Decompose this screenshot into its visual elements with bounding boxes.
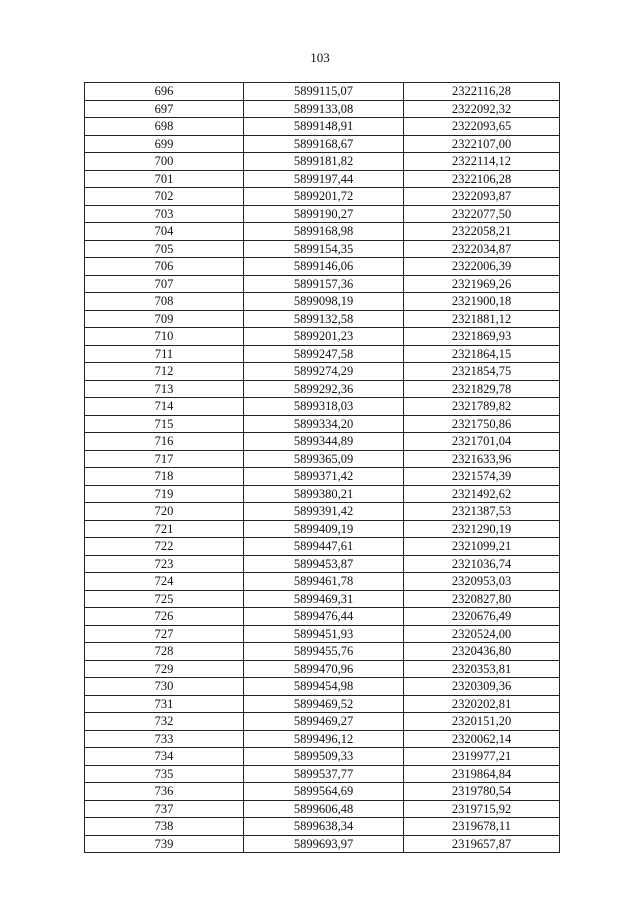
point-number-cell: 711 <box>85 345 244 363</box>
x-coordinate-cell: 5899247,58 <box>244 345 404 363</box>
y-coordinate-cell: 2321492,62 <box>404 485 560 503</box>
y-coordinate-cell: 2320953,03 <box>404 573 560 591</box>
y-coordinate-cell: 2321969,26 <box>404 275 560 293</box>
x-coordinate-cell: 5899201,72 <box>244 188 404 206</box>
y-coordinate-cell: 2321036,74 <box>404 555 560 573</box>
y-coordinate-cell: 2321900,18 <box>404 293 560 311</box>
table-row <box>85 468 560 486</box>
x-coordinate-cell: 5899115,07 <box>244 83 404 101</box>
table-row <box>85 205 560 223</box>
point-number-cell: 727 <box>85 625 244 643</box>
x-coordinate-cell: 5899638,34 <box>244 818 404 836</box>
table-row <box>85 188 560 206</box>
table-row <box>85 328 560 346</box>
x-coordinate-cell: 5899537,77 <box>244 765 404 783</box>
y-coordinate-cell: 2322106,28 <box>404 170 560 188</box>
table-row <box>85 678 560 696</box>
point-number-cell: 706 <box>85 258 244 276</box>
y-coordinate-cell: 2320676,49 <box>404 608 560 626</box>
table-row <box>85 503 560 521</box>
x-coordinate-cell: 5899098,19 <box>244 293 404 311</box>
y-coordinate-cell: 2321633,96 <box>404 450 560 468</box>
y-coordinate-cell: 2322058,21 <box>404 223 560 241</box>
y-coordinate-cell: 2320062,14 <box>404 730 560 748</box>
table-row <box>85 345 560 363</box>
point-number-cell: 717 <box>85 450 244 468</box>
y-coordinate-cell: 2320353,81 <box>404 660 560 678</box>
y-coordinate-cell: 2320151,20 <box>404 713 560 731</box>
point-number-cell: 721 <box>85 520 244 538</box>
table-row <box>85 695 560 713</box>
y-coordinate-cell: 2321881,12 <box>404 310 560 328</box>
point-number-cell: 722 <box>85 538 244 556</box>
y-coordinate-cell: 2322114,12 <box>404 153 560 171</box>
x-coordinate-cell: 5899380,21 <box>244 485 404 503</box>
y-coordinate-cell: 2320309,36 <box>404 678 560 696</box>
point-number-cell: 738 <box>85 818 244 836</box>
point-number-cell: 710 <box>85 328 244 346</box>
y-coordinate-cell: 2321864,15 <box>404 345 560 363</box>
y-coordinate-cell: 2319715,92 <box>404 800 560 818</box>
x-coordinate-cell: 5899461,78 <box>244 573 404 591</box>
point-number-cell: 715 <box>85 415 244 433</box>
x-coordinate-cell: 5899496,12 <box>244 730 404 748</box>
x-coordinate-cell: 5899453,87 <box>244 555 404 573</box>
point-number-cell: 716 <box>85 433 244 451</box>
table-row <box>85 485 560 503</box>
y-coordinate-cell: 2321290,19 <box>404 520 560 538</box>
table-row <box>85 363 560 381</box>
table-row <box>85 625 560 643</box>
point-number-cell: 701 <box>85 170 244 188</box>
point-number-cell: 731 <box>85 695 244 713</box>
x-coordinate-cell: 5899146,06 <box>244 258 404 276</box>
x-coordinate-cell: 5899470,96 <box>244 660 404 678</box>
point-number-cell: 737 <box>85 800 244 818</box>
x-coordinate-cell: 5899201,23 <box>244 328 404 346</box>
y-coordinate-cell: 2320436,80 <box>404 643 560 661</box>
point-number-cell: 696 <box>85 83 244 101</box>
table-row <box>85 783 560 801</box>
point-number-cell: 709 <box>85 310 244 328</box>
table-row <box>85 450 560 468</box>
point-number-cell: 732 <box>85 713 244 731</box>
y-coordinate-cell: 2321099,21 <box>404 538 560 556</box>
point-number-cell: 702 <box>85 188 244 206</box>
y-coordinate-cell: 2322077,50 <box>404 205 560 223</box>
table-row <box>85 748 560 766</box>
point-number-cell: 726 <box>85 608 244 626</box>
table-row <box>85 730 560 748</box>
table-row <box>85 398 560 416</box>
table-row <box>85 100 560 118</box>
y-coordinate-cell: 2319977,21 <box>404 748 560 766</box>
coordinates-table <box>84 82 560 853</box>
x-coordinate-cell: 5899451,93 <box>244 625 404 643</box>
y-coordinate-cell: 2322093,65 <box>404 118 560 136</box>
x-coordinate-cell: 5899455,76 <box>244 643 404 661</box>
x-coordinate-cell: 5899132,58 <box>244 310 404 328</box>
y-coordinate-cell: 2320524,00 <box>404 625 560 643</box>
x-coordinate-cell: 5899409,19 <box>244 520 404 538</box>
point-number-cell: 720 <box>85 503 244 521</box>
point-number-cell: 697 <box>85 100 244 118</box>
table-row <box>85 310 560 328</box>
table-row <box>85 765 560 783</box>
x-coordinate-cell: 5899318,03 <box>244 398 404 416</box>
x-coordinate-cell: 5899292,36 <box>244 380 404 398</box>
x-coordinate-cell: 5899469,31 <box>244 590 404 608</box>
table-row <box>85 538 560 556</box>
y-coordinate-cell: 2321750,86 <box>404 415 560 433</box>
y-coordinate-cell: 2322116,28 <box>404 83 560 101</box>
x-coordinate-cell: 5899168,67 <box>244 135 404 153</box>
table-row <box>85 800 560 818</box>
table-row <box>85 660 560 678</box>
table-row <box>85 643 560 661</box>
point-number-cell: 728 <box>85 643 244 661</box>
y-coordinate-cell: 2319657,87 <box>404 835 560 853</box>
point-number-cell: 700 <box>85 153 244 171</box>
point-number-cell: 705 <box>85 240 244 258</box>
x-coordinate-cell: 5899469,52 <box>244 695 404 713</box>
point-number-cell: 707 <box>85 275 244 293</box>
table-row <box>85 223 560 241</box>
table-row <box>85 818 560 836</box>
point-number-cell: 712 <box>85 363 244 381</box>
table-row <box>85 83 560 101</box>
point-number-cell: 708 <box>85 293 244 311</box>
table-row <box>85 555 560 573</box>
table-row <box>85 258 560 276</box>
x-coordinate-cell: 5899168,98 <box>244 223 404 241</box>
point-number-cell: 699 <box>85 135 244 153</box>
y-coordinate-cell: 2322034,87 <box>404 240 560 258</box>
x-coordinate-cell: 5899133,08 <box>244 100 404 118</box>
y-coordinate-cell: 2320202,81 <box>404 695 560 713</box>
point-number-cell: 714 <box>85 398 244 416</box>
table-row <box>85 415 560 433</box>
y-coordinate-cell: 2321789,82 <box>404 398 560 416</box>
x-coordinate-cell: 5899154,35 <box>244 240 404 258</box>
point-number-cell: 698 <box>85 118 244 136</box>
y-coordinate-cell: 2322107,00 <box>404 135 560 153</box>
page-number: 103 <box>310 50 330 65</box>
table-row <box>85 170 560 188</box>
point-number-cell: 723 <box>85 555 244 573</box>
x-coordinate-cell: 5899693,97 <box>244 835 404 853</box>
point-number-cell: 718 <box>85 468 244 486</box>
table-row <box>85 135 560 153</box>
x-coordinate-cell: 5899344,89 <box>244 433 404 451</box>
x-coordinate-cell: 5899469,27 <box>244 713 404 731</box>
table-row <box>85 713 560 731</box>
table-row <box>85 433 560 451</box>
point-number-cell: 719 <box>85 485 244 503</box>
point-number-cell: 725 <box>85 590 244 608</box>
y-coordinate-cell: 2319678,11 <box>404 818 560 836</box>
x-coordinate-cell: 5899371,42 <box>244 468 404 486</box>
point-number-cell: 713 <box>85 380 244 398</box>
y-coordinate-cell: 2321701,04 <box>404 433 560 451</box>
table-row <box>85 153 560 171</box>
table-row <box>85 380 560 398</box>
x-coordinate-cell: 5899274,29 <box>244 363 404 381</box>
x-coordinate-cell: 5899509,33 <box>244 748 404 766</box>
table-row <box>85 118 560 136</box>
y-coordinate-cell: 2321574,39 <box>404 468 560 486</box>
table-row <box>85 275 560 293</box>
x-coordinate-cell: 5899181,82 <box>244 153 404 171</box>
point-number-cell: 730 <box>85 678 244 696</box>
y-coordinate-cell: 2322092,32 <box>404 100 560 118</box>
y-coordinate-cell: 2322006,39 <box>404 258 560 276</box>
point-number-cell: 736 <box>85 783 244 801</box>
x-coordinate-cell: 5899157,36 <box>244 275 404 293</box>
table-row <box>85 293 560 311</box>
table-row <box>85 520 560 538</box>
x-coordinate-cell: 5899365,09 <box>244 450 404 468</box>
x-coordinate-cell: 5899391,42 <box>244 503 404 521</box>
point-number-cell: 703 <box>85 205 244 223</box>
x-coordinate-cell: 5899197,44 <box>244 170 404 188</box>
point-number-cell: 735 <box>85 765 244 783</box>
point-number-cell: 704 <box>85 223 244 241</box>
coordinates-table-body <box>85 83 560 853</box>
y-coordinate-cell: 2321387,53 <box>404 503 560 521</box>
table-row <box>85 240 560 258</box>
table-row <box>85 590 560 608</box>
x-coordinate-cell: 5899148,91 <box>244 118 404 136</box>
y-coordinate-cell: 2322093,87 <box>404 188 560 206</box>
x-coordinate-cell: 5899476,44 <box>244 608 404 626</box>
x-coordinate-cell: 5899190,27 <box>244 205 404 223</box>
y-coordinate-cell: 2320827,80 <box>404 590 560 608</box>
point-number-cell: 733 <box>85 730 244 748</box>
table-row <box>85 608 560 626</box>
point-number-cell: 724 <box>85 573 244 591</box>
point-number-cell: 739 <box>85 835 244 853</box>
x-coordinate-cell: 5899454,98 <box>244 678 404 696</box>
y-coordinate-cell: 2321854,75 <box>404 363 560 381</box>
table-row <box>85 835 560 853</box>
y-coordinate-cell: 2321829,78 <box>404 380 560 398</box>
point-number-cell: 729 <box>85 660 244 678</box>
y-coordinate-cell: 2319864,84 <box>404 765 560 783</box>
point-number-cell: 734 <box>85 748 244 766</box>
x-coordinate-cell: 5899564,69 <box>244 783 404 801</box>
x-coordinate-cell: 5899447,61 <box>244 538 404 556</box>
table-row <box>85 573 560 591</box>
x-coordinate-cell: 5899606,48 <box>244 800 404 818</box>
x-coordinate-cell: 5899334,20 <box>244 415 404 433</box>
y-coordinate-cell: 2319780,54 <box>404 783 560 801</box>
y-coordinate-cell: 2321869,93 <box>404 328 560 346</box>
